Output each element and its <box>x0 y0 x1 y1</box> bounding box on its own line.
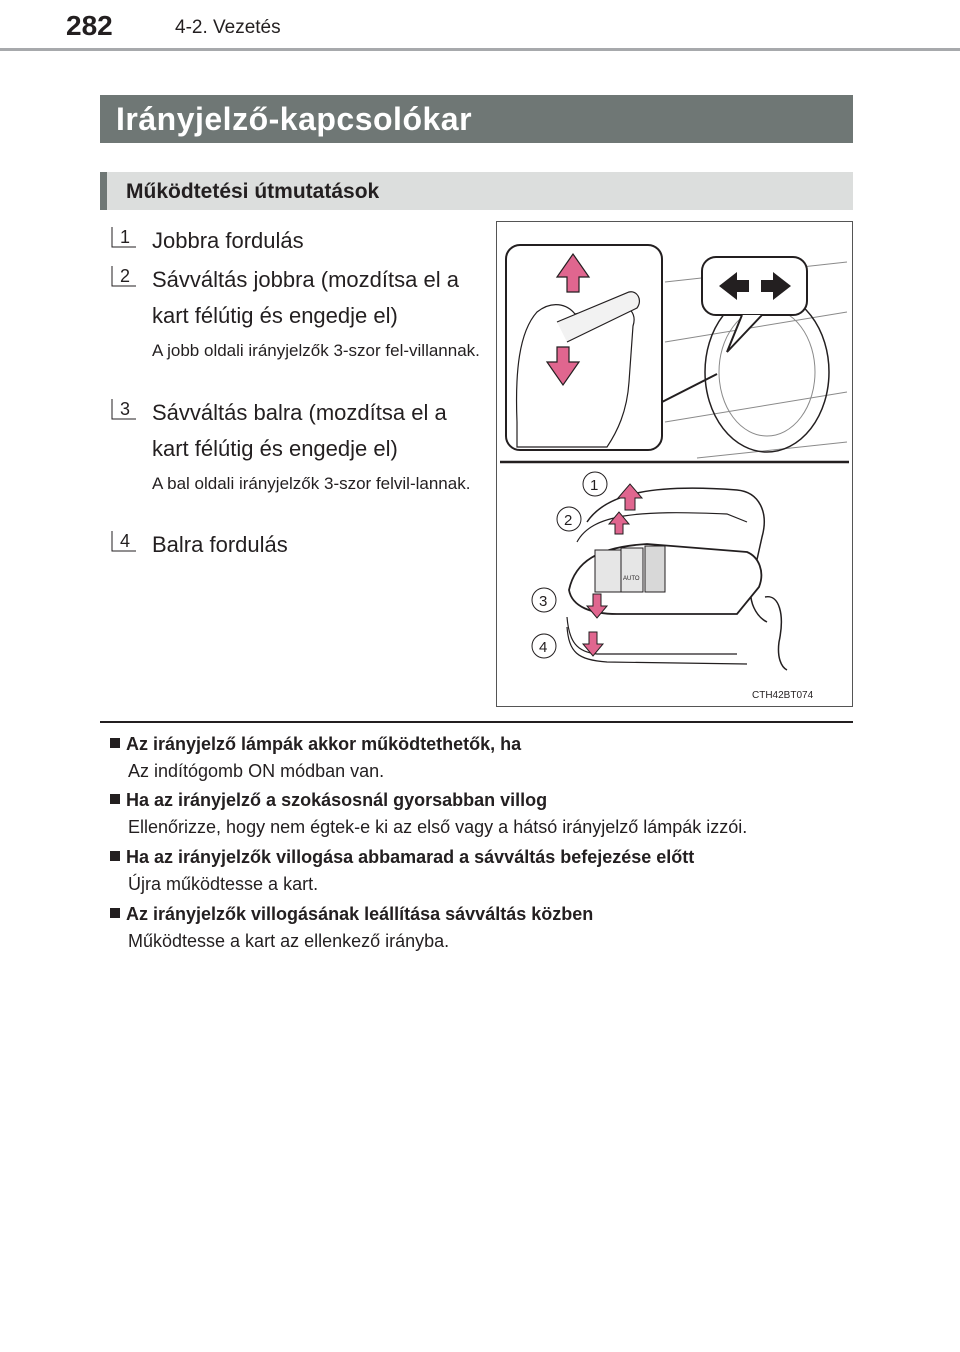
section-label: 4-2. Vezetés <box>175 17 281 38</box>
step-note: A jobb oldali irányjelzők 3-szor fel-villannak. <box>152 341 480 360</box>
step-number-text: 2 <box>120 266 131 286</box>
step-label: Sávváltás jobbra (mozdítsa el a kart félútig és engedje el) <box>152 267 459 328</box>
step-number-3 <box>110 395 138 421</box>
lever-dial-2 <box>621 548 643 592</box>
info-block-4 <box>110 901 860 955</box>
arrow-down-4-icon <box>583 632 603 656</box>
step-number-2 <box>110 262 138 288</box>
info-body: Ellenőrizze, hogy nem égtek-e ki az első vagy a hátsó irányjelző lámpák izzói. <box>128 817 748 837</box>
lever-dial-1 <box>595 550 621 592</box>
subtitle-accent <box>100 172 107 210</box>
bubble-tail <box>727 315 762 352</box>
steering-wheel-inner <box>719 308 815 436</box>
callout-1 <box>583 472 607 496</box>
lever-dial-3 <box>645 546 665 592</box>
title-bar <box>100 95 853 143</box>
svg-text:4: 4 <box>539 639 548 656</box>
page-title: Irányjelző-kapcsolókar <box>116 101 473 137</box>
arrow-up-1-icon <box>618 484 642 510</box>
info-block-3 <box>110 844 860 898</box>
callout-2 <box>557 507 581 531</box>
square-bullet-icon <box>110 738 120 748</box>
info-heading: Ha az irányjelző a szokásosnál gyorsabban villog <box>110 787 860 813</box>
page-number: 282 <box>66 10 113 41</box>
step-1 <box>110 223 480 263</box>
callout-3 <box>532 588 556 612</box>
turn-signal-lever-illustration <box>496 221 853 707</box>
header-rule <box>0 48 960 51</box>
section-divider <box>100 721 853 723</box>
svg-text:2: 2 <box>564 512 573 529</box>
svg-text:3: 3 <box>539 593 548 610</box>
info-block-2 <box>110 787 860 841</box>
step-3 <box>110 395 480 525</box>
subtitle-bar <box>100 172 853 210</box>
info-body: Működtesse a kart az ellenkező irányba. <box>128 931 450 951</box>
svg-text:1: 1 <box>590 477 599 494</box>
subtitle-text: Működtetési útmutatások <box>126 180 380 203</box>
info-body: Újra működtesse a kart. <box>128 874 319 894</box>
info-heading: Ha az irányjelzők villogása abbamarad a sávváltás befejezése előtt <box>110 844 860 870</box>
step-2 <box>110 262 480 392</box>
square-bullet-icon <box>110 851 120 861</box>
step-label: Jobbra fordulás <box>152 228 304 253</box>
info-heading: Az irányjelzők villogásának leállítása sávváltás közben <box>110 901 860 927</box>
step-4 <box>110 527 480 567</box>
step-number-text: 1 <box>120 227 131 247</box>
lever-outline-2 <box>577 513 747 542</box>
step-number-text: 4 <box>120 531 131 551</box>
square-bullet-icon <box>110 908 120 918</box>
step-number-text: 3 <box>120 399 131 419</box>
step-number-1 <box>110 223 138 249</box>
step-label: Balra fordulás <box>152 532 288 557</box>
illustration-svg <box>497 222 852 706</box>
info-heading: Az irányjelző lámpák akkor működtethetők, ha <box>110 731 860 757</box>
callout-4 <box>532 634 556 658</box>
info-block-1 <box>110 731 860 785</box>
info-body: Az indítógomb ON módban van. <box>128 761 385 781</box>
figure-code: CTH42BT074 <box>752 690 814 701</box>
step-number-4 <box>110 527 138 553</box>
column-outline <box>765 597 787 670</box>
lever-auto-label: AUTO <box>623 576 640 582</box>
step-note: A bal oldali irányjelzők 3-szor felvil-lannak. <box>152 474 471 493</box>
signal-arrows-bubble <box>702 257 807 315</box>
square-bullet-icon <box>110 794 120 804</box>
step-label: Sávváltás balra (mozdítsa el a kart félútig és engedje el) <box>152 400 447 461</box>
